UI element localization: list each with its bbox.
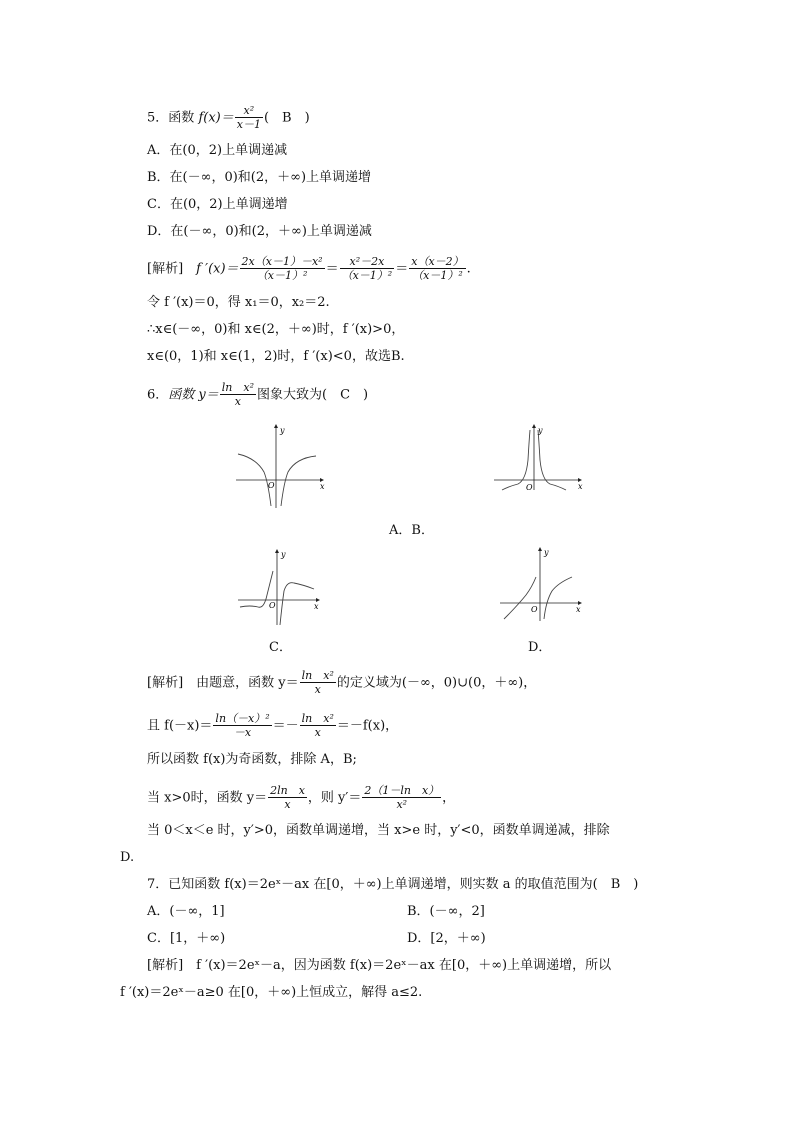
q7-answer: ( B ): [592, 877, 639, 892]
graph-c-label-o: O: [269, 601, 276, 610]
q6-number: 6．: [147, 387, 169, 403]
q6-solution-label: [解析]: [147, 675, 184, 691]
q5-number: 5．: [147, 110, 169, 126]
q5-option-c: C．在(0，2)上单调递增: [147, 197, 288, 212]
q5-solution-line2: 令 f ′(x)＝0，得 x₁＝0，x₂＝2.: [147, 295, 330, 310]
q5-stem-text: 函数: [168, 110, 195, 126]
q5-stem: [147, 105, 310, 131]
graph-d-right-branch: [544, 577, 572, 619]
q6-stem: 6．函数 y＝ $\frac{\text{ln x²}}{x}$ 图象大致为( C ): [147, 381, 369, 408]
q6-solution-line1: [解析] 由题意，函数 y＝ $\frac{\text{ln x²}}{x}$ 的定义域为(－∞，0)∪(0，＋∞)，: [147, 669, 537, 696]
graph-a-right-branch: [281, 456, 316, 506]
q6-graph-d: [496, 543, 586, 623]
q6-graph-c: [234, 545, 324, 629]
q5-option-a: A．在(0，2)上单调递减: [147, 143, 288, 158]
graph-b-left-branch: [502, 430, 530, 490]
graph-c-label-y: y: [281, 550, 286, 559]
q7-stem: 7．已知函数 f(x)＝2eˣ－ax 在[0，＋∞)上单调递增，则实数 a 的取值范围为( B ): [147, 877, 639, 892]
graph-a-label-y: y: [280, 426, 285, 435]
q7-solution-label: [解析]: [147, 958, 184, 973]
graph-d-y-arrow: [538, 547, 542, 551]
graph-c-y-arrow: [275, 549, 279, 553]
q5-sol-frac2: $\frac{\text{x²－2x}}{\text{（x－1）²}}$: [341, 255, 393, 282]
q7-option-d: D．[2，＋∞): [407, 931, 486, 946]
q6-caption-d: D．: [528, 640, 552, 655]
q6-solution-line5: 当 0＜x＜e 时，y′>0，函数单调递增，当 x>e 时，y′<0，函数单调递减，排除: [147, 823, 610, 838]
q7-solution-line1: [解析] f ′(x)＝2eˣ－a，因为函数 f(x)＝2eˣ－ax 在[0，＋∞)上单调递增，所以: [147, 958, 612, 973]
q5-sol-frac3: $\frac{x(x-2)}{\text{（x－1）²}}$: [411, 255, 464, 282]
q5-fx: f(x)＝: [198, 110, 234, 126]
graph-c-label-x: x: [314, 602, 319, 611]
q6-fraction: $\frac{\text{ln x²}}{x}$: [221, 381, 254, 408]
q6-solution-line2: 且 f(－x)＝ $\frac{\text{ln（－x）²}}{-x}$ ＝－ $\frac{\text{ln x²}}{x}$ ＝－f(x)，: [147, 712, 399, 739]
q6-solution-line4: 当 x>0时，函数 y＝ $\frac{\text{2ln x}}{x}$ ，则 y′＝ $\frac{\text{2（1－ln x）}}{\text{x²}}$ ，: [147, 784, 456, 811]
graph-a-label-o: O: [268, 481, 275, 490]
graph-b-y-arrow: [532, 424, 536, 428]
q5-solution-line1: [解析] f ′(x)＝ $\frac{\text{2x（x－1）－x²}}{\text{（x－1）²}}$ ＝ $\frac{\text{x²－2x}}{\text{（x－1）²}}$ ＝ $\frac{x(x-2)}{\text{（x－1）²}}$ .: [147, 255, 471, 282]
q5-solution-line4: x∈(0，1)和 x∈(1，2)时，f ′(x)<0，故选B.: [147, 349, 405, 364]
q5-solution-line3: ∴x∈(－∞，0)和 x∈(2，＋∞)时，f ′(x)>0，: [147, 322, 405, 337]
q5-answer: ( B ): [263, 110, 310, 126]
q5-fraction: $\frac{\text{x²}}{x-1}$: [236, 104, 261, 131]
q6-graph-a: [232, 420, 328, 512]
graph-b-label-o: O: [526, 483, 533, 492]
q7-option-a: A．(－∞，1]: [147, 904, 225, 919]
graph-d-label-y: y: [544, 548, 549, 557]
graph-a-y-arrow: [274, 424, 278, 428]
q7-option-c: C．[1，＋∞): [147, 931, 226, 946]
q6-caption-c: C．: [269, 640, 292, 655]
graph-d-label-o: O: [531, 605, 538, 614]
graph-b-label-y: y: [538, 426, 543, 435]
q5-option-b: B．在(－∞，0)和(2，＋∞)上单调递增: [147, 170, 372, 185]
graph-d-label-x: x: [576, 605, 581, 614]
q7-number: 7．: [147, 877, 169, 892]
q6-answer: ( C ): [322, 387, 369, 403]
q5-solution-label: [解析]: [147, 261, 184, 277]
q7-solution-line2: f ′(x)＝2eˣ－a≥0 在[0，＋∞)上恒成立，解得 a≤2.: [120, 985, 423, 1000]
q6-solution-line3: 所以函数 f(x)为奇函数，排除 A，B;: [147, 752, 357, 767]
q6-caption-ab: A．B．: [389, 523, 434, 538]
graph-b-label-x: x: [578, 482, 583, 491]
q5-option-d: D．在(－∞，0)和(2，＋∞)上单调递减: [147, 224, 372, 239]
q7-option-b: B．(－∞，2]: [407, 904, 485, 919]
q6-solution-line6: D.: [120, 850, 135, 865]
q5-sol-frac1: $\frac{\text{2x（x－1）－x²}}{\text{（x－1）²}}$: [241, 255, 323, 282]
graph-a-label-x: x: [320, 482, 325, 491]
graph-c-right-branch: [280, 583, 314, 625]
q6-graph-b: [490, 420, 586, 494]
graph-b-right-branch: [538, 430, 566, 490]
